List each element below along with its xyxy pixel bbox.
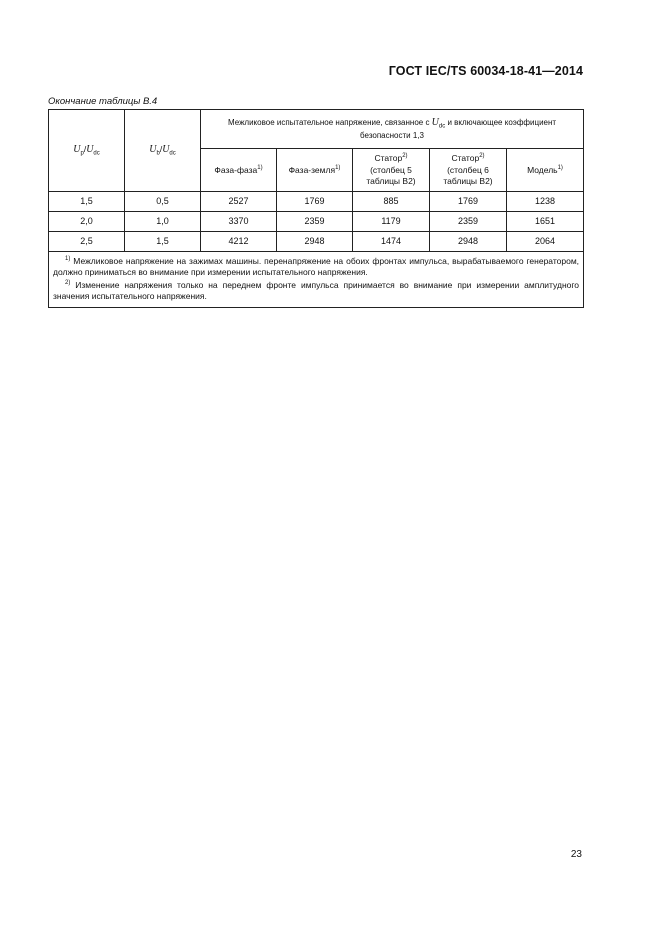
table-cell: 2,5 xyxy=(49,232,125,252)
header-stator-col5: Статор$^{2)}$ (столбец 5 таблицы B2) xyxy=(353,149,430,192)
table-cell: 2359 xyxy=(430,212,507,232)
page-number: 23 xyxy=(570,849,582,860)
table-cell: 885 xyxy=(353,192,430,212)
table-cell: 2527 xyxy=(201,192,277,212)
header-phase-ground: Фаза-земля$^{1)}$ xyxy=(277,149,353,192)
header-model: Модель$^{1)}$ xyxy=(507,149,584,192)
table-cell: 1,5 xyxy=(49,192,125,212)
table-cell: 1769 xyxy=(277,192,353,212)
footnote-1: $^{1)}$ Межликовое напряжение на зажимах машины. перенапряжение на обоих фронтах импульса, вырабатываемого генератором, должно приниматься во внимание при измерении испытательного напряжения. xyxy=(53,255,580,278)
table-cell: 1,5 xyxy=(125,232,201,252)
table-cell: 2948 xyxy=(430,232,507,252)
table-cell: 3370 xyxy=(201,212,277,232)
table-cell: 2064 xyxy=(507,232,584,252)
table-cell: 4212 xyxy=(201,232,277,252)
table-cell: 1651 xyxy=(507,212,584,232)
table-cell: 1,0 xyxy=(125,212,201,232)
table-row xyxy=(49,192,584,212)
header-stator-col6: Статор$^{2)}$ (столбец 6 таблицы B2) xyxy=(430,149,507,192)
header-group: Межликовое испытательное напряжение, связанное с $U_{dc}$ и включающее коэффициент безопасности 1,3 xyxy=(201,110,584,149)
header-ub-udc: $U_b/U_{dc}$ xyxy=(125,110,201,192)
table-caption: Окончание таблицы B.4 xyxy=(48,96,158,107)
table-cell: 2,0 xyxy=(49,212,125,232)
header-up-udc: $U_p/U_{dc}$ xyxy=(49,110,125,192)
table-row xyxy=(49,212,584,232)
table-cell: 1474 xyxy=(353,232,430,252)
table-cell: 0,5 xyxy=(125,192,201,212)
table-cell: 1238 xyxy=(507,192,584,212)
table-cell: 1769 xyxy=(430,192,507,212)
footnote-2: $^{2)}$ Изменение напряжения только на переднем фронте импульса принимается во внимание при измерении амплитудного значения испытательного напряжения. xyxy=(53,279,580,302)
table-cell: 2948 xyxy=(277,232,353,252)
document-header: ГОСТ IEC/TS 60034-18-41—2014 xyxy=(388,64,583,78)
table-row xyxy=(49,232,584,252)
table-cell: 1179 xyxy=(353,212,430,232)
table-footnotes xyxy=(49,252,584,308)
voltage-table xyxy=(48,109,584,308)
table-cell: 2359 xyxy=(277,212,353,232)
header-phase-phase: Фаза-фаза$^{1)}$ xyxy=(201,149,277,192)
